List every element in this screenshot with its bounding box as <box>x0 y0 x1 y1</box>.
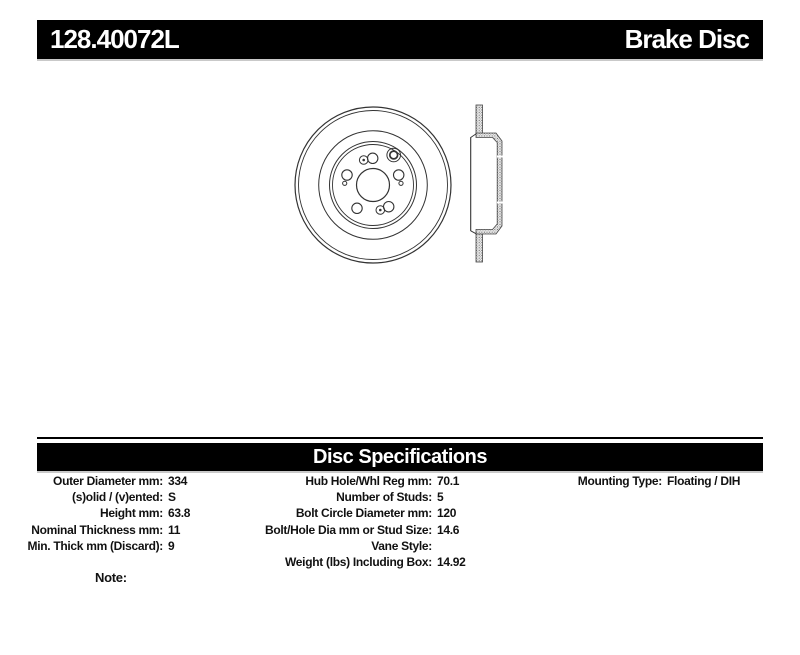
hat-bottom-join <box>471 231 477 234</box>
spec-row <box>242 489 466 505</box>
pilot-hole <box>343 181 347 185</box>
spec-row <box>242 473 466 489</box>
spec-label: (s)olid / (v)ented: <box>72 490 163 505</box>
spec-row <box>242 538 466 554</box>
screw-hole <box>359 156 368 165</box>
spec-label: Outer Diameter mm: <box>53 474 163 489</box>
spec-label: Nominal Thickness mm: <box>31 522 163 537</box>
spec-section-header <box>37 443 763 471</box>
spec-label: Min. Thick mm (Discard): <box>27 538 163 553</box>
hat-section-band <box>476 133 502 234</box>
screw-hole <box>376 206 385 215</box>
spec-value: Floating / DIH <box>667 474 741 489</box>
stud-hole <box>368 153 378 163</box>
spec-column-right <box>560 473 740 489</box>
spec-label: Vane Style: <box>371 538 432 553</box>
spec-value: 5 <box>437 490 444 505</box>
disc-outer-chamfer <box>299 111 448 260</box>
disc-front-view-icon <box>295 107 451 263</box>
spec-column-left <box>18 473 190 554</box>
spec-label: Bolt Circle Diameter mm: <box>295 506 432 521</box>
spec-value: 14.6 <box>437 522 460 537</box>
spec-label: Bolt/Hole Dia mm or Stud Size: <box>264 522 432 537</box>
spec-value: 63.8 <box>168 506 191 521</box>
spec-section-title: Disc Specifications <box>313 445 487 468</box>
spec-value: 334 <box>168 474 188 489</box>
friction-surface-inner-edge <box>319 131 428 240</box>
friction-ring-section-top <box>476 105 483 135</box>
stud-hole <box>394 170 404 180</box>
pilot-hole <box>399 181 403 185</box>
spec-label: Height mm: <box>99 506 163 521</box>
part-number: 128.40072L <box>50 24 179 54</box>
spec-value: S <box>168 490 176 505</box>
spec-row <box>242 554 466 570</box>
spec-row <box>18 489 190 505</box>
spec-row <box>18 505 190 521</box>
spec-value: 9 <box>168 538 175 553</box>
center-bore <box>357 169 390 202</box>
spec-row <box>242 505 466 521</box>
spec-row <box>242 522 466 538</box>
spec-value: 120 <box>437 506 457 521</box>
hat-ring-outer <box>330 142 417 229</box>
disc-cross-section-icon <box>471 105 503 262</box>
band-highlight <box>497 156 503 158</box>
stud-hole <box>342 170 352 180</box>
spec-label: Hub Hole/Whl Reg mm: <box>305 474 432 489</box>
band-highlight <box>497 202 503 204</box>
hat-top-join <box>471 134 477 138</box>
spec-value: 11 <box>168 522 181 537</box>
spec-value: 14.92 <box>437 555 466 570</box>
spec-label: Number of Studs: <box>336 490 432 505</box>
stud-hole <box>352 203 362 213</box>
friction-ring-section-bottom <box>476 234 483 263</box>
spec-column-middle <box>242 473 466 570</box>
spec-row <box>18 538 190 554</box>
spec-row <box>18 473 190 489</box>
spec-label: Weight (lbs) Including Box: <box>285 555 432 570</box>
spec-value: 70.1 <box>437 474 460 489</box>
note-label: Note: <box>95 570 127 585</box>
spec-section-top-rule <box>37 437 763 439</box>
spec-row <box>18 522 190 538</box>
spec-label: Mounting Type: <box>577 474 662 489</box>
product-type-title: Brake Disc <box>624 24 749 54</box>
spec-row <box>560 473 740 489</box>
